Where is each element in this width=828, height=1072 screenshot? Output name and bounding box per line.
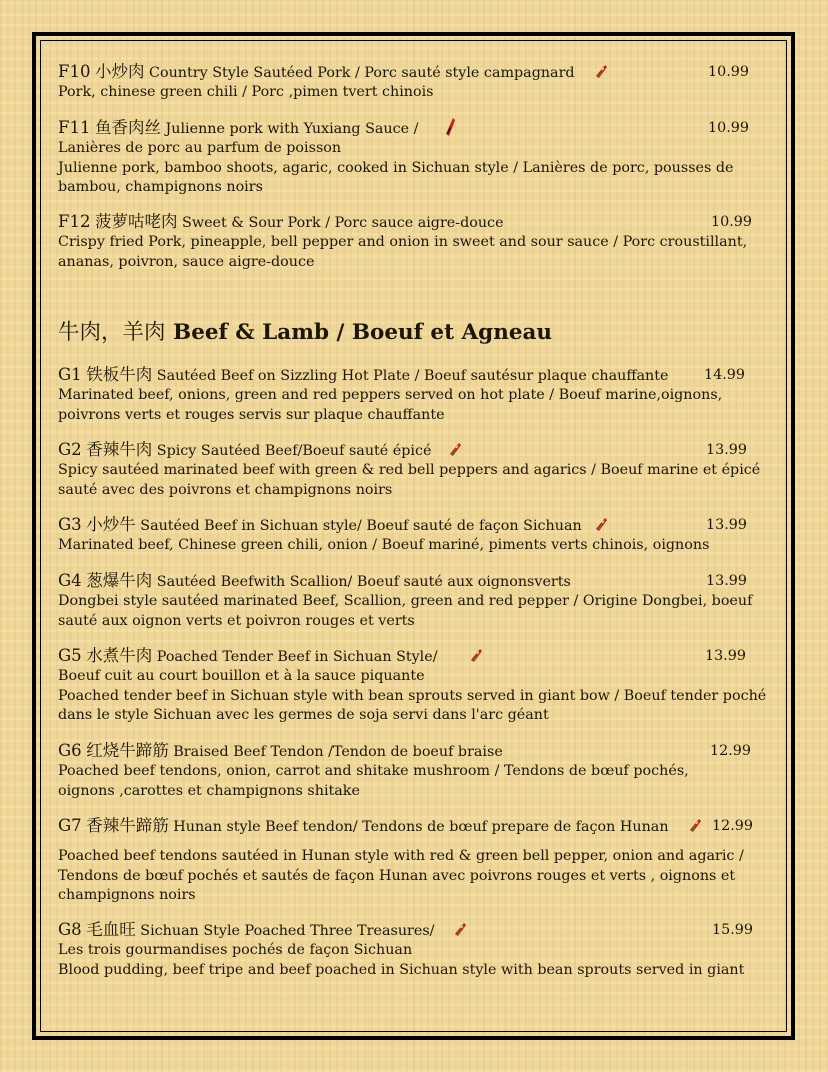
item-header [58,117,766,139]
item-chinese-name: 小炒牛 [86,515,136,534]
item-code: F11 [58,118,91,137]
item-header [58,514,766,536]
item-description-line: sauté avec des poivrons et champignons noirs [58,481,393,498]
item-name: Braised Beef Tendon /Tendon de boeuf braise [173,744,503,760]
item-name: Country Style Sautéed Pork / Porc sauté style campagnard [149,65,575,81]
menu-item-g3 [58,514,766,556]
item-code: G3 [58,515,82,534]
item-description-line: Marinated beef, Chinese green chili, onion / Boeuf mariné, piments verts chinois, oignons [58,537,710,553]
menu-item-g7 [58,815,766,906]
item-code: G5 [58,646,82,665]
item-chinese-name: 香辣牛蹄筋 [86,816,169,835]
item-description-line: ananas, poivron, sauce aigre-douce [58,253,315,270]
item-description-line: Blood pudding, beef tripe and beef poached in Sichuan style with bean sprouts served in giant [58,961,745,978]
section-title-text: Beef & Lamb / Boeuf et Agneau [173,320,553,345]
item-header [58,61,766,83]
item-name: Sautéed Beef on Sizzling Hot Plate / Boeuf sautésur plaque chauffante [156,368,669,384]
item-price: 15.99 [712,922,753,938]
item-chinese-name: 葱爆牛肉 [86,571,153,590]
item-code: F12 [58,212,91,231]
chili-pepper-icon [594,64,608,79]
menu-item-g1 [58,364,766,425]
item-price: 13.99 [706,517,747,533]
menu-item-f12 [58,211,766,272]
item-price: 12.99 [710,743,751,759]
item-price: 13.99 [706,573,747,589]
section-title-chinese: 牛肉，羊肉 [58,320,166,345]
item-description-line: dans le style Sichuan avec les germes de soja servi dans l'arc géant [58,707,549,723]
item-description-line: Les trois gourmandises pochés de façon Sichuan [58,942,413,958]
item-description-line: Poached tender beef in Sichuan style with bean sprouts served in giant bow / Boeuf tender poché [58,687,767,704]
item-chinese-name: 菠萝咕咾肉 [95,212,178,231]
chili-pepper-icon [594,517,608,532]
item-chinese-name: 铁板牛肉 [86,365,153,384]
item-header [58,211,766,233]
item-description-line: champignons noirs [58,887,196,903]
item-description-line: Lanières de porc au parfum de poisson [58,140,342,156]
item-code: G2 [58,440,82,459]
item-description-line: sauté aux oignon verts et poivron rouges et verts [58,612,415,629]
item-code: F10 [58,62,91,81]
item-description-line: Julienne pork, bamboo shoots, agaric, cooked in Sichuan style / Lanières de porc, pousses de [58,159,734,176]
item-description-line: Dongbei style sautéed marinated Beef, Scallion, green and red pepper / Origine Dongbei, boeuf [58,593,753,609]
item-code: G7 [58,816,82,835]
item-code: G6 [58,741,82,760]
item-chinese-name: 红烧牛蹄筋 [86,741,169,760]
chili-pepper-icon [469,648,483,663]
item-header [58,570,766,592]
item-description-line: bambou, champignons noirs [58,179,263,195]
item-name: Spicy Sautéed Beef/Boeuf sauté épicé [156,443,432,459]
chili-pepper-icon [453,922,467,937]
item-description-line: Marinated beef, onions, green and red peppers served on hot plate / Boeuf marine,oignons, [58,387,723,403]
item-name: Poached Tender Beef in Sichuan Style/ [156,649,438,665]
item-name: Hunan style Beef tendon/ Tendons de bœuf prepare de façon Hunan [173,819,669,835]
item-header [58,740,766,762]
item-description: Pork, chinese green chili / Porc ,pimen tvert chinois [58,84,434,100]
item-price: 10.99 [708,64,749,80]
menu-item-g6 [58,740,766,801]
item-description-line: poivrons verts et rouges servis sur plaque chauffante [58,406,445,423]
item-description-line: Tendons de bœuf pochés et sautés de façon Hunan avec poivrons rouges et verts , oignons et [58,867,736,884]
item-name: Julienne pork with Yuxiang Sauce / [165,121,419,137]
item-header [58,645,766,667]
item-header [58,815,766,837]
item-chinese-name: 小炒肉 [95,62,145,81]
item-chinese-name: 毛血旺 [86,920,136,939]
item-description-line: Boeuf cuit au court bouillon et à la sauce piquante [58,668,425,684]
menu-item-f11 [58,117,766,198]
chili-pepper-icon [688,818,702,833]
item-header [58,364,766,386]
item-description-line: Crispy fried Pork, pineapple, bell pepper and onion in sweet and sour sauce / Porc croustillant, [58,234,748,250]
menu-item-g8 [58,919,766,980]
chili-pepper-icon [444,117,456,137]
item-name: Sautéed Beef in Sichuan style/ Boeuf sauté de façon Sichuan [140,518,582,534]
item-description-line: Poached beef tendons, onion, carrot and shitake mushroom / Tendons de bœuf pochés, [58,763,689,779]
item-name: Sichuan Style Poached Three Treasures/ [140,923,435,939]
section-title [58,318,552,348]
item-chinese-name: 鱼香肉丝 [95,118,161,137]
item-description-line: oignons ,carottes et champignons shitake [58,782,360,799]
item-price: 12.99 [712,818,753,834]
menu-item-f10 [58,61,766,103]
item-name: Sweet & Sour Pork / Porc sauce aigre-douce [182,215,504,231]
item-header [58,919,766,941]
item-description-line: Poached beef tendons sautéed in Hunan style with red & green bell pepper, onion and agaric / [58,848,744,864]
item-price: 13.99 [705,648,746,664]
item-name: Sautéed Beefwith Scallion/ Boeuf sauté aux oignonsverts [156,574,571,590]
item-chinese-name: 香辣牛肉 [86,440,153,459]
item-price: 13.99 [706,442,747,458]
chili-pepper-icon [448,442,462,457]
item-code: G1 [58,365,82,384]
item-price: 10.99 [708,120,749,136]
item-code: G4 [58,571,82,590]
menu-item-g2 [58,439,766,500]
item-price: 14.99 [704,367,745,383]
item-price: 10.99 [711,214,752,230]
item-code: G8 [58,920,82,939]
item-description-line: Spicy sautéed marinated beef with green & red bell peppers and agarics / Boeuf marine et épicé [58,462,761,478]
item-header [58,439,766,461]
item-chinese-name: 水煮牛肉 [86,646,153,665]
menu-item-g5 [58,645,766,726]
menu-item-g4 [58,570,766,631]
